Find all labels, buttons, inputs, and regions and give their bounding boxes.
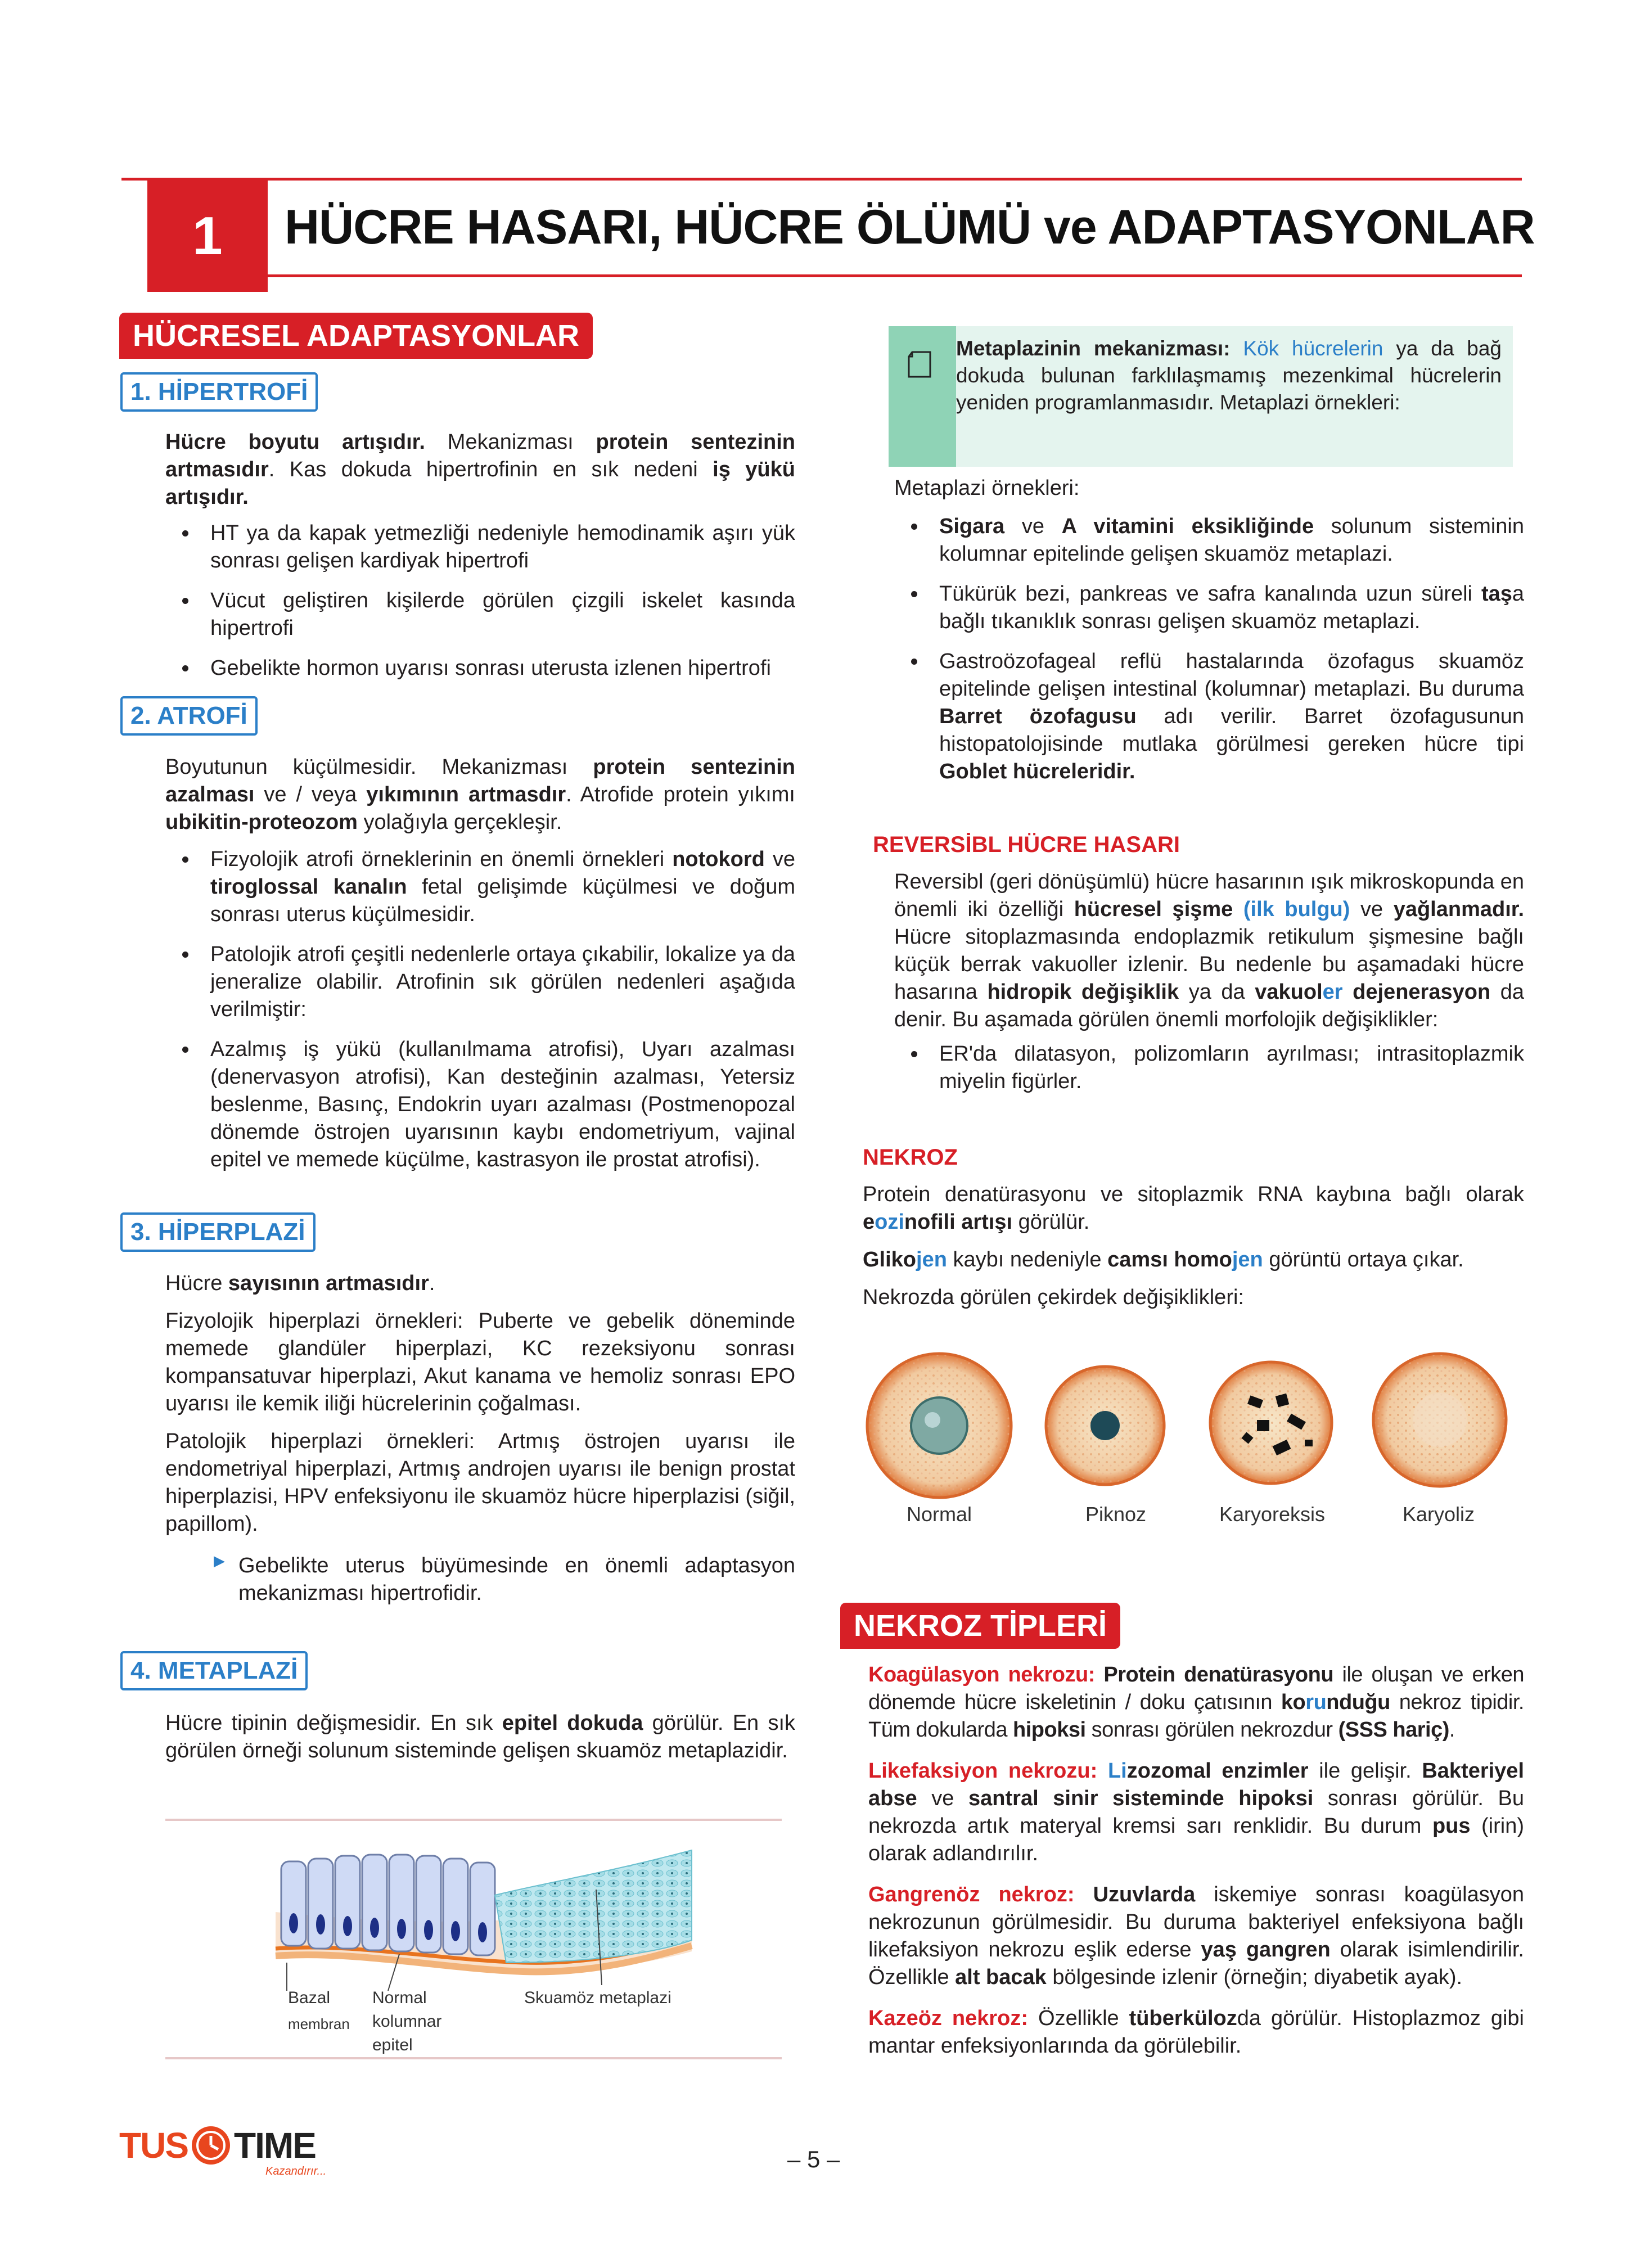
brand-logo: [119, 2120, 316, 2171]
hiperplazi-note: ▶ Gebelikte uterus büyümesinde en önemli adaptasyon mekanizması hipertrofidir.: [165, 1552, 795, 1607]
hipertrofi-bullets: [165, 520, 795, 695]
list-item: Azalmış iş yükü (kullanılmama atrofisi), Uyarı azalması (denervasyon atrofisi), Kan desteğinin azalması, Yetersiz beslenme, Basınç, Endokrin uyarı azalması (Postmenopozal dönemde östrojen uyarısının kaybı endometriyum, vajinal epitel ve memede küçülme, kastrasyon ile prostat atrofisi).: [165, 1036, 795, 1174]
figure-rule-bottom: [165, 2057, 782, 2059]
list-item: Tükürük bezi, pankreas ve safra kanalında uzun süreli taşa bağlı tıkanıklık sonrası gelişen skuamöz metaplazi.: [894, 580, 1524, 635]
label-kolumnar: kolumnar: [372, 2012, 442, 2031]
header-rule-bottom: [268, 274, 1522, 277]
metaplazi-examples-label: Metaplazi örnekleri:: [894, 476, 1080, 500]
hiperplazi-text: Hücre sayısının artmasıdır. Fizyolojik hiperplazi örnekleri: Puberte ve gebelik döneminde memede glandüler hiperplazi, KC rezeksiyonu sonrası kompansatuvar hiperplazi, Akut kanama ve hemoliz sonrası EPO uyarısı ile kemik iliği hücrelerinin çoğalması. Patolojik hiperplazi örnekleri: Artmış östrojen uyarısı ile endometriyal hiperplazi, Artmış androjen uyarısı ile benign prostat hiperplazisi, HPV enfeksiyonu ile skuamöz hücre hiperplazisi (siğil, papillom).: [165, 1270, 795, 1538]
brand-left: TUS: [119, 2125, 188, 2166]
cell-karyoreksis: [1210, 1362, 1332, 1484]
list-item: Vücut geliştiren kişilerde görülen çizgili iskelet kasında hipertrofi: [165, 587, 795, 642]
metaplazi-mechanism-text: Metaplazinin mekanizması: Kök hücrelerin ya da bağ dokuda bulunan farklılaşmamış mezenkimal hücrelerin yeniden programlanmasıdır. Metaplazi örnekleri:: [956, 337, 1502, 414]
nekroz-tipleri-text: Koagülasyon nekrozu: Protein denatürasyonu ile oluşan ve erken dönemde hücre iskeletinin / doku çatısının korunduğu nekroz tipidir. Tüm dokularda hipoksi sonrası görülen nekrozdur (SSS hariç). Likefaksiyon nekrozu: Lizozomal enzimler ile gelişir. Bakteriyel abse ve santral sinir sisteminde hipoksi sonrası görülür. Bu nekrozda artık materyal kremsi sarı renklidir. Bu durum pus (irin) olarak adlandırılır. Gangrenöz nekroz: Uzuvlarda iskemiye sonrası koagülasyon nekrozunun görülmesidir. Bu duruma bakteriyel enfeksiyona bağlı likefaksiyon nekrozu eşlik ederse yaş gangren olarak isimlendirilir. Özellikle alt bacak bölgesinde izlenir (örneğin; diyabetik ayak). Kazeöz nekroz: Özellikle tüberkülozda görülür. Histoplazmoz gibi mantar enfeksiyonlarında da görülebilir.: [868, 1663, 1525, 2058]
reversibl-bullets: [894, 1040, 1524, 1108]
brand-tagline: Kazandırır...: [265, 2165, 327, 2177]
metaplazi-bullets: [894, 513, 1524, 798]
hiperplazi-physio: Fizyolojik hiperplazi örnekleri: Puberte ve gebelik döneminde memede glandüler hiperplazi, KC rezeksiyonu sonrası kompansatuvar hiperplazi, Akut kanama ve hemoliz sonrası EPO uyarısı ile kemik iliği hücrelerinin çoğalması.: [165, 1309, 795, 1415]
brand-right: TIME: [234, 2125, 316, 2166]
chapter-title: HÜCRE HASARI, HÜCRE ÖLÜMÜ ve ADAPTASYONLAR: [285, 200, 1535, 254]
nekroz-text: Protein denatürasyonu ve sitoplazmik RNA kaybına bağlı olarak eozinofili artışı görülür. Glikojen kaybı nedeniyle camsı homojen görüntü ortaya çıkar. Nekrozda görülen çekirdek değişiklikleri:: [863, 1183, 1524, 1309]
section-hucresel-adaptasyonlar: HÜCRESEL ADAPTASYONLAR: [119, 313, 593, 359]
chapter-number: 1: [147, 181, 268, 292]
list-item: Sigara ve A vitamini eksikliğinde solunum sisteminin kolumnar epitelinde gelişen skuamöz metaplazi.: [894, 513, 1524, 568]
note-icon: [905, 349, 939, 382]
heading-atrofi: 2. ATROFİ: [120, 696, 258, 736]
label-bazal: Bazal: [288, 1989, 331, 2007]
note-tab: [889, 326, 956, 467]
list-item: Gastroözofageal reflü hastalarında özofagus skuamöz epitelinde gelişen intestinal (kolumnar) metaplazi. Bu duruma Barret özofagusu adı verilir. Barret özofagusunun histopatolojisinde mutlaka görülmesi gereken hücre tipi Goblet hücreleridir.: [894, 648, 1524, 786]
label-normal: Normal: [372, 1989, 427, 2007]
heading-nekroz: NEKROZ: [863, 1145, 958, 1170]
cell-karyoliz: [1373, 1354, 1506, 1486]
metaplazi-illustration: [270, 1828, 697, 2008]
page-number: – 5 –: [787, 2146, 840, 2172]
list-item: HT ya da kapak yetmezliği nedeniyle hemodinamik aşırı yük sonrası gelişen kardiyak hipertrofi: [165, 520, 795, 575]
atrofi-bullets: [165, 846, 795, 1186]
header-rule-top: [121, 178, 1522, 181]
caption-piknoz: Piknoz: [1085, 1503, 1147, 1526]
reversibl-text: Reversibl (geri dönüşümlü) hücre hasarının ışık mikroskopunda en önemli iki özelliği hücresel şişme (ilk bulgu) ve yağlanmadır. Hücre sitoplazmasında endoplazmik retikulum şişmesine bağlı küçük berrak vakuoller izlenir. Bu nedenle bu aşamadaki hücre hasarına hidropik değişiklik ya da vakuoler dejenerasyon da denir. Bu aşamada görülen önemli morfolojik değişiklikler:: [894, 870, 1525, 1031]
cell-normal: [867, 1354, 1011, 1498]
label-skuamoz: Skuamöz metaplazi: [524, 1989, 671, 2007]
clock-icon: [189, 2123, 233, 2167]
heading-hipertrofi: 1. HİPERTROFİ: [120, 372, 318, 412]
cell-piknoz: [1046, 1367, 1164, 1485]
hiperplazi-patho: Patolojik hiperplazi örnekleri: Artmış östrojen uyarısı ile endometriyal hiperplazi, Artmış androjen uyarısı ile benign prostat hiperplazisi, HPV enfeksiyonu ile skuamöz hücre hiperplazisi (siğil, papillom).: [165, 1430, 795, 1536]
heading-hiperplazi: 3. HİPERPLAZİ: [120, 1212, 316, 1252]
caption-normal: Normal: [907, 1503, 972, 1526]
heading-reversibl: REVERSİBL HÜCRE HASARI: [873, 832, 1180, 857]
label-epitel: epitel: [372, 2036, 413, 2054]
list-item: Gebelikte hormon uyarısı sonrası uterusta izlenen hipertrofi: [165, 655, 795, 682]
heading-metaplazi: 4. METAPLAZİ: [120, 1651, 308, 1690]
list-item: ER'da dilatasyon, polizomların ayrılması; intrasitoplazmik miyelin figürler.: [894, 1040, 1524, 1095]
atrofi-definition: Boyutunun küçülmesidir. Mekanizması protein sentezinin azalması ve / veya yıkımının artmasdır. Atrofide protein yıkımı ubikitin-proteozom yolağıyla gerçekleşir.: [165, 755, 795, 834]
caption-karyoreksis: Karyoreksis: [1219, 1503, 1326, 1526]
hipertrofi-definition: Hücre boyutu artışıdır. Mekanizması protein sentezinin artmasıdır. Kas dokuda hipertrofinin en sık nedeni iş yükü artışıdır.: [165, 430, 795, 509]
figure-rule-top: [165, 1819, 782, 1821]
metaplazi-definition: Hücre tipinin değişmesidir. En sık epitel dokuda görülür. En sık görülen örneği solunum sisteminde gelişen skuamöz metaplazidir.: [165, 1711, 795, 1762]
section-nekroz-tipleri: NEKROZ TİPLERİ: [840, 1603, 1120, 1649]
caption-karyoliz: Karyoliz: [1403, 1503, 1475, 1526]
list-item: Fizyolojik atrofi örneklerinin en önemli örnekleri notokord ve tiroglossal kanalın fetal gelişimde küçülmesi ve doğum sonrası uterus küçülmesidir.: [165, 846, 795, 928]
nekroz-nucleus-illustration: [860, 1350, 1524, 1507]
list-item: Patolojik atrofi çeşitli nedenlerle ortaya çıkabilir, lokalize ya da jeneralize olabilir. Atrofinin sık görülen nedenleri aşağıda verilmiştir:: [165, 941, 795, 1023]
label-membran: membran: [288, 2016, 350, 2032]
